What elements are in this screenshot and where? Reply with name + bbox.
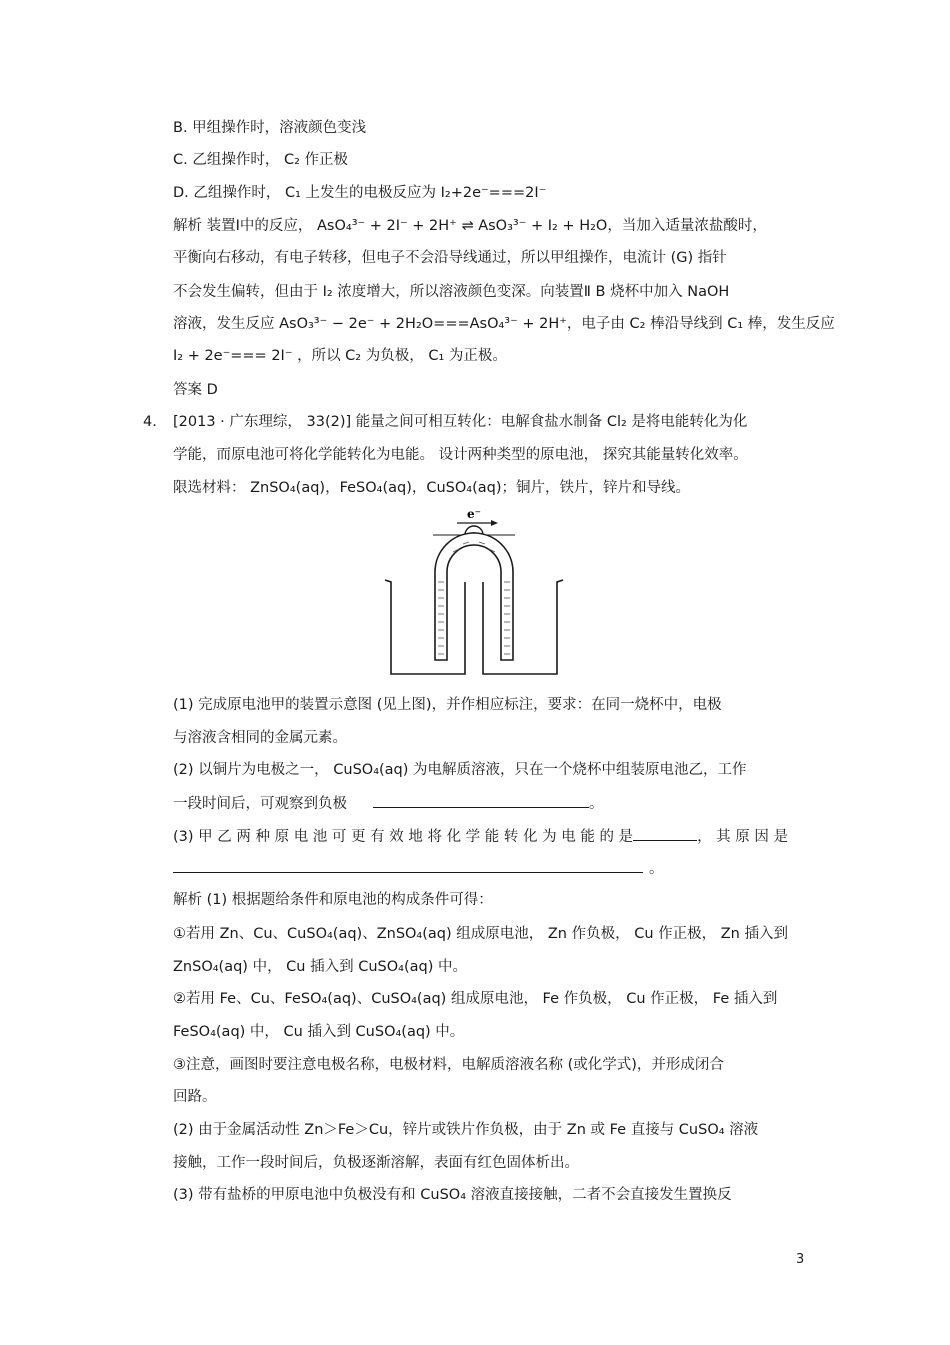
galvanic-cell-diagram [383,502,565,680]
left-beaker [385,580,465,674]
analysis4-line-7: 回路。 [173,1089,217,1105]
salt-bridge [435,533,513,660]
electron-arrow-head [491,520,498,526]
subq-3-end: 。 [649,861,664,877]
question4-line-2: 学能，而原电池可将化学能转化为电能。 设计两种类型的原电池， 探究其能量转化效率。 [173,447,748,463]
option-c: C. 乙组操作时， C₂ 作正极 [173,152,348,168]
subq-1-line-2: 与溶液含相同的金属元素。 [173,730,347,746]
analysis4-line-6: ③注意，画图时要注意电极名称，电极材料，电解质溶液名称 (或化学式)，并形成闭合 [173,1057,724,1073]
subq-3-prefix: (3) 甲 乙 两 种 原 电 池 可 更 有 效 地 将 化 学 能 转 化 为 电 能 的 是 [173,829,634,845]
subq-2-suffix: 。 [589,796,604,812]
analysis3-line-2: 平衡向右移动，有电子转移，但电子不会沿导线通过，所以甲组操作，电流计 (G) 指针 [173,250,727,266]
analysis4-line-4: ②若用 Fe、Cu、FeSO₄(aq)、CuSO₄(aq) 组成原电池， Fe 作负极， Cu 作正极， Fe 插入到 [173,991,778,1007]
subq-3-line-1 [173,826,788,847]
subq-2-prefix: 一段时间后，可观察到负极 [173,796,347,812]
answer-blank-battery[interactable] [633,826,697,841]
analysis4-line-2: ①若用 Zn、Cu、CuSO₄(aq)、ZnSO₄(aq) 组成原电池， Zn 作负极， Cu 作正极， Zn 插入到 [173,926,788,942]
analysis4-line-10: (3) 带有盐桥的甲原电池中负极没有和 CuSO₄ 溶液直接接触，二者不会直接发生置换反 [173,1187,732,1203]
subq-1-line-1: (1) 完成原电池甲的装置示意图 (见上图)，并作相应标注，要求：在同一烧杯中，电极 [173,697,722,713]
subq-2-line-1: (2) 以铜片为电极之一， CuSO₄(aq) 为电解质溶液，只在一个烧杯中组装原电池乙，工作 [173,762,747,778]
analysis3-line-5: I₂ + 2e⁻=== 2I⁻ ，所以 C₂ 为负极， C₁ 为正极。 [173,348,507,364]
analysis4-line-1: 解析 (1) 根据题给条件和原电池的构成条件可得： [173,892,493,908]
answer-blank-reason[interactable] [173,858,643,873]
option-b: B. 甲组操作时，溶液颜色变浅 [173,120,367,136]
option-d: D. 乙组操作时， C₁ 上发生的电极反应为 I₂+2e⁻===2I⁻ [173,185,547,201]
subq-3-suffix: ， 其 原 因 是 [697,829,788,845]
subq-3-line-2 [173,858,664,879]
analysis4-line-9: 接触，工作一段时间后，负极逐渐溶解，表面有红色固体析出。 [173,1155,579,1171]
page-number: 3 [796,1252,805,1267]
analysis3-line-3: 不会发生偏转，但由于 I₂ 浓度增大，所以溶液颜色变深。向装置Ⅱ B 烧杯中加入 NaOH [173,284,730,300]
analysis4-line-3: ZnSO₄(aq) 中， Cu 插入到 CuSO₄(aq) 中。 [173,959,467,975]
question4-line-3: 限选材料： ZnSO₄(aq)，FeSO₄(aq)，CuSO₄(aq)；铜片，铁片，锌片和导线。 [173,480,691,496]
question4-line-1: [2013 · 广东理综， 33(2)] 能量之间可相互转化：电解食盐水制备 Cl₂ 是将电能转化为化 [173,414,748,430]
analysis3-line-4: 溶液，发生反应 AsO₃³⁻ − 2e⁻ + 2H₂O===AsO₄³⁻ + 2H⁺，电子由 C₂ 棒沿导线到 C₁ 棒，发生反应 [173,316,835,332]
answer-3: 答案 D [173,382,218,398]
analysis4-line-8: (2) 由于金属活动性 Zn＞Fe＞Cu，锌片或铁片作负极，由于 Zn 或 Fe 直接与 CuSO₄ 溶液 [173,1122,759,1138]
answer-blank-negative-electrode[interactable] [373,793,589,808]
electron-label: e⁻ [467,507,481,521]
right-beaker [483,580,563,674]
question-number: 4. [143,414,157,430]
analysis3-line-1: 解析 装置Ⅰ中的反应， AsO₄³⁻ + 2I⁻ + 2H⁺ ⇌ AsO₃³⁻ + I₂ + H₂O，当加入适量浓盐酸时， [173,218,767,234]
analysis4-line-5: FeSO₄(aq) 中， Cu 插入到 CuSO₄(aq) 中。 [173,1024,465,1040]
subq-2-line-2 [173,793,604,814]
